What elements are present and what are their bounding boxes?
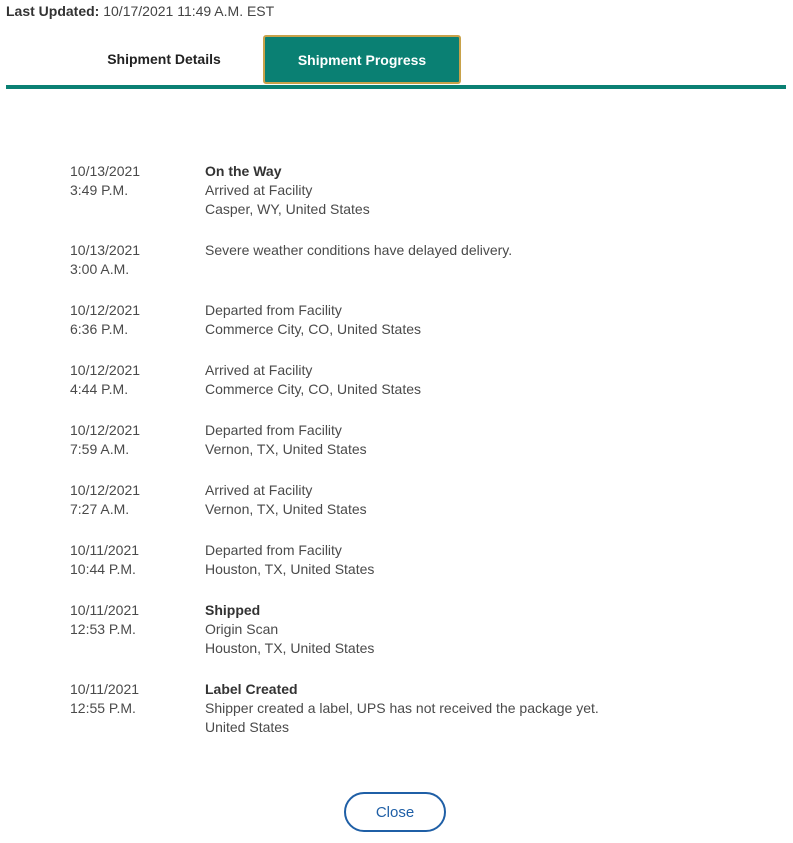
- last-updated: [6, 3, 274, 19]
- event-detail-line: Shipper created a label, UPS has not received the package yet.: [205, 700, 599, 716]
- event-datetime: [70, 361, 190, 399]
- event-time: 7:27 A.M.: [70, 501, 130, 517]
- event-date: 10/13/2021: [70, 242, 141, 258]
- event-detail-line: Severe weather conditions have delayed delivery.: [205, 242, 513, 258]
- event-details: [205, 601, 745, 658]
- event-detail-line: Vernon, TX, United States: [205, 501, 367, 517]
- event-detail-line: Houston, TX, United States: [205, 640, 375, 656]
- event-details: [205, 241, 745, 260]
- event-date: 10/11/2021: [70, 602, 140, 618]
- event-detail-line: Commerce City, CO, United States: [205, 381, 422, 397]
- event-details: [205, 680, 745, 737]
- event-date: 10/12/2021: [70, 482, 141, 498]
- event-time: 12:55 P.M.: [70, 700, 136, 716]
- event-details: [205, 541, 745, 579]
- event-time: 6:36 P.M.: [70, 321, 129, 337]
- event-detail-line: Arrived at Facility: [205, 362, 313, 378]
- event-details: [205, 301, 745, 339]
- event-time: 7:59 A.M.: [70, 441, 130, 457]
- event-datetime: [70, 421, 190, 459]
- close-button[interactable]: Close: [344, 792, 446, 832]
- event-date: 10/12/2021: [70, 422, 141, 438]
- event-detail-line: Casper, WY, United States: [205, 201, 370, 217]
- event-detail-line: Departed from Facility: [205, 422, 342, 438]
- event-detail-line: Departed from Facility: [205, 302, 342, 318]
- event-datetime: [70, 481, 190, 519]
- event-datetime: [70, 601, 190, 639]
- event-date: 10/11/2021: [70, 542, 140, 558]
- event-status: Shipped: [205, 602, 261, 618]
- tab-underline: [6, 85, 786, 89]
- event-status: Label Created: [205, 681, 298, 697]
- event-status: On the Way: [205, 163, 282, 179]
- event-time: 4:44 P.M.: [70, 381, 129, 397]
- last-updated-value: 10/17/2021 11:49 A.M. EST: [103, 3, 275, 19]
- event-datetime: [70, 241, 190, 279]
- event-detail-line: United States: [205, 719, 290, 735]
- event-detail-line: Arrived at Facility: [205, 482, 313, 498]
- event-date: 10/11/2021: [70, 681, 140, 697]
- event-date: 10/13/2021: [70, 163, 141, 179]
- tab-shipment-details[interactable]: Shipment Details: [107, 51, 221, 67]
- event-datetime: [70, 541, 190, 579]
- event-detail-line: Commerce City, CO, United States: [205, 321, 422, 337]
- event-details: [205, 421, 745, 459]
- event-datetime: [70, 301, 190, 339]
- event-time: 3:49 P.M.: [70, 182, 129, 198]
- event-details: [205, 162, 745, 219]
- event-detail-line: Arrived at Facility: [205, 182, 313, 198]
- event-detail-line: Origin Scan: [205, 621, 279, 637]
- event-details: [205, 361, 745, 399]
- event-detail-line: Departed from Facility: [205, 542, 342, 558]
- last-updated-label: Last Updated:: [6, 3, 100, 19]
- event-date: 10/12/2021: [70, 302, 141, 318]
- tab-bar: [6, 34, 786, 90]
- event-datetime: [70, 162, 190, 200]
- event-time: 3:00 A.M.: [70, 261, 130, 277]
- event-datetime: [70, 680, 190, 718]
- event-details: [205, 481, 745, 519]
- event-detail-line: Houston, TX, United States: [205, 561, 375, 577]
- event-time: 12:53 P.M.: [70, 621, 136, 637]
- event-date: 10/12/2021: [70, 362, 141, 378]
- event-detail-line: Vernon, TX, United States: [205, 441, 367, 457]
- event-time: 10:44 P.M.: [70, 561, 136, 577]
- tab-shipment-progress[interactable]: Shipment Progress: [263, 35, 461, 84]
